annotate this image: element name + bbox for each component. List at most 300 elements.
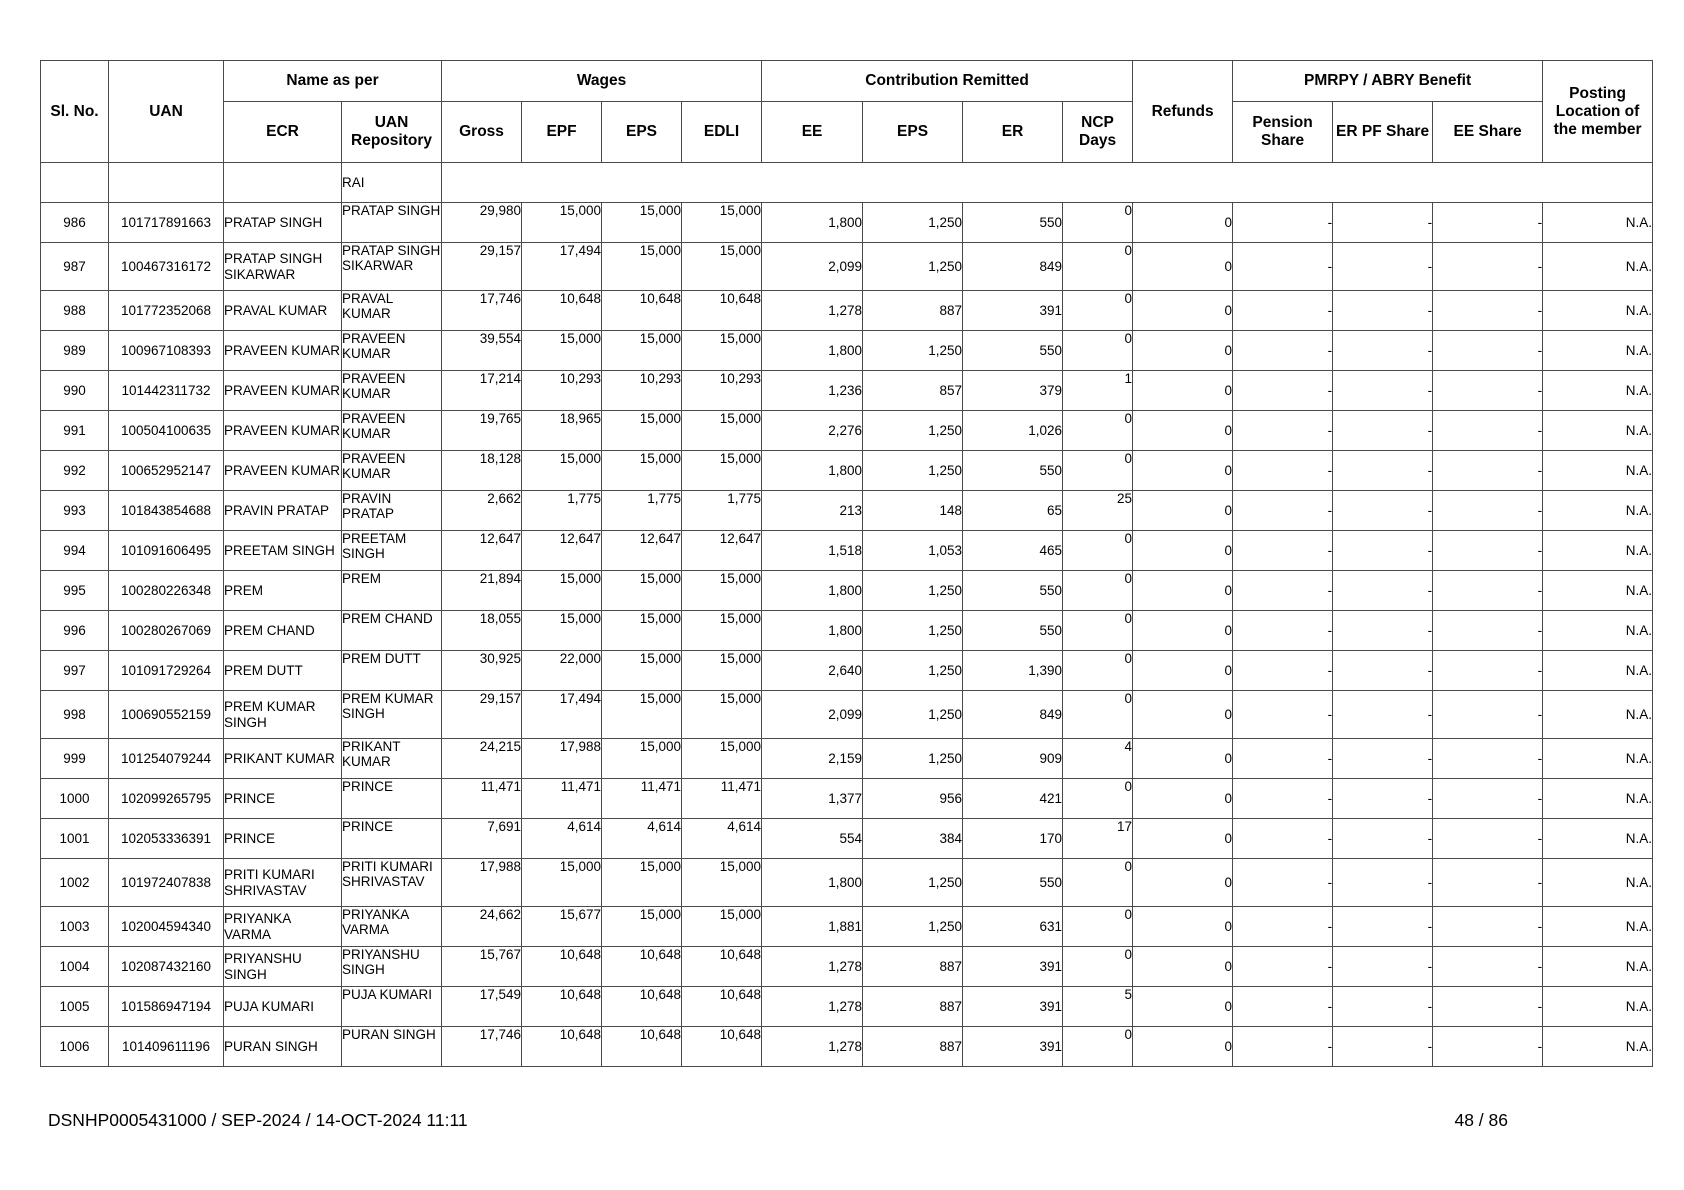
row-ee-contribution: 1,800	[762, 331, 863, 371]
row-ee-contribution: 1,278	[762, 1027, 863, 1067]
row-er-pf-share: -	[1333, 331, 1433, 371]
row-refunds: 0	[1133, 739, 1233, 779]
row-sl-no: 1000	[41, 779, 109, 819]
row-edli-wages: 4,614	[682, 819, 762, 859]
row-ee-share: -	[1433, 987, 1543, 1027]
row-er-pf-share: -	[1333, 491, 1433, 531]
row-gross-wages: 19,765	[442, 411, 522, 451]
row-er-pf-share: -	[1333, 947, 1433, 987]
row-er-pf-share: -	[1333, 291, 1433, 331]
row-name-uan-repository: PREETAM SINGH	[342, 531, 442, 571]
row-gross-wages: 30,925	[442, 651, 522, 691]
table-row	[41, 907, 1653, 947]
row-sl-no: 991	[41, 411, 109, 451]
row-refunds: 0	[1133, 291, 1233, 331]
row-ee-share: -	[1433, 819, 1543, 859]
row-name-ecr: PRAVIN PRATAP	[224, 491, 342, 531]
header-wages: Wages	[442, 61, 762, 102]
table-row	[41, 203, 1653, 243]
row-pension-share: -	[1233, 691, 1333, 739]
row-eps-wages: 10,648	[602, 1027, 682, 1067]
row-eps-contribution: 1,250	[863, 691, 963, 739]
row-name-ecr: PRATAP SINGH	[224, 203, 342, 243]
row-eps-contribution: 887	[863, 947, 963, 987]
row-name-uan-repository: PRIKANT KUMAR	[342, 739, 442, 779]
table-row	[41, 291, 1653, 331]
row-ee-contribution: 554	[762, 819, 863, 859]
row-pension-share: -	[1233, 491, 1333, 531]
row-posting-location: N.A.	[1543, 651, 1653, 691]
table-row	[41, 243, 1653, 291]
row-pension-share: -	[1233, 291, 1333, 331]
row-name-ecr: PREM DUTT	[224, 651, 342, 691]
row-epf-wages: 15,677	[522, 907, 602, 947]
row-ee-share: -	[1433, 651, 1543, 691]
row-eps-wages: 15,000	[602, 451, 682, 491]
row-refunds: 0	[1133, 371, 1233, 411]
row-refunds: 0	[1133, 451, 1233, 491]
table-header	[41, 61, 1653, 163]
row-er-contribution: 379	[963, 371, 1063, 411]
header-refunds: Refunds	[1133, 61, 1233, 163]
row-ee-share: -	[1433, 779, 1543, 819]
row-posting-location: N.A.	[1543, 331, 1653, 371]
row-sl-no: 992	[41, 451, 109, 491]
row-name-uan-repository: PRAVEEN KUMAR	[342, 451, 442, 491]
row-er-pf-share: -	[1333, 779, 1433, 819]
row-eps-wages: 15,000	[602, 203, 682, 243]
row-eps-contribution: 1,250	[863, 651, 963, 691]
row-name-ecr: PRAVEEN KUMAR	[224, 331, 342, 371]
table-row	[41, 739, 1653, 779]
row-ncp-days: 0	[1063, 1027, 1133, 1067]
header-ecr: ECR	[224, 102, 342, 163]
row-posting-location: N.A.	[1543, 987, 1653, 1027]
row-name-uan-repository: PRIYANKA VARMA	[342, 907, 442, 947]
row-eps-wages: 10,648	[602, 947, 682, 987]
row-epf-wages: 10,648	[522, 987, 602, 1027]
row-ee-contribution: 2,640	[762, 651, 863, 691]
row-uan: 102087432160	[109, 947, 224, 987]
row-eps-wages: 15,000	[602, 243, 682, 291]
row-er-contribution: 391	[963, 1027, 1063, 1067]
row-ncp-days: 0	[1063, 907, 1133, 947]
row-er-pf-share: -	[1333, 411, 1433, 451]
row-edli-wages: 11,471	[682, 779, 762, 819]
row-name-uan-repository: PREM DUTT	[342, 651, 442, 691]
row-ee-contribution: 213	[762, 491, 863, 531]
row-uan: 101091606495	[109, 531, 224, 571]
row-ee-contribution: 1,518	[762, 531, 863, 571]
header-contribution-remitted: Contribution Remitted	[762, 61, 1133, 102]
row-name-ecr: PRIKANT KUMAR	[224, 739, 342, 779]
row-ncp-days: 0	[1063, 331, 1133, 371]
row-sl-no: 990	[41, 371, 109, 411]
row-uan: 101091729264	[109, 651, 224, 691]
row-refunds: 0	[1133, 651, 1233, 691]
row-ee-share: -	[1433, 203, 1543, 243]
row-sl-no: 1003	[41, 907, 109, 947]
table-row	[41, 819, 1653, 859]
header-uan-repository: UAN Repository	[342, 102, 442, 163]
row-ncp-days: 0	[1063, 243, 1133, 291]
row-eps-contribution: 887	[863, 1027, 963, 1067]
row-posting-location: N.A.	[1543, 531, 1653, 571]
row-er-pf-share: -	[1333, 531, 1433, 571]
row-sl-no: 988	[41, 291, 109, 331]
continuation-row	[41, 163, 1653, 203]
row-er-contribution: 550	[963, 203, 1063, 243]
row-eps-wages: 15,000	[602, 571, 682, 611]
row-uan: 101972407838	[109, 859, 224, 907]
row-refunds: 0	[1133, 691, 1233, 739]
row-ncp-days: 0	[1063, 291, 1133, 331]
row-posting-location: N.A.	[1543, 691, 1653, 739]
row-name-uan-repository: PREM CHAND	[342, 611, 442, 651]
row-er-contribution: 170	[963, 819, 1063, 859]
row-eps-wages: 4,614	[602, 819, 682, 859]
row-edli-wages: 10,648	[682, 987, 762, 1027]
row-name-ecr: PRATAP SINGH SIKARWAR	[224, 243, 342, 291]
row-pension-share: -	[1233, 203, 1333, 243]
row-edli-wages: 1,775	[682, 491, 762, 531]
row-er-pf-share: -	[1333, 907, 1433, 947]
row-epf-wages: 12,647	[522, 531, 602, 571]
empty-cell	[224, 163, 342, 203]
row-refunds: 0	[1133, 819, 1233, 859]
row-edli-wages: 10,648	[682, 1027, 762, 1067]
header-ee: EE	[762, 102, 863, 163]
row-name-ecr: PREETAM SINGH	[224, 531, 342, 571]
footer-document-reference: DSNHP0005431000 / SEP-2024 / 14-OCT-2024 11:11	[48, 1110, 468, 1130]
row-sl-no: 995	[41, 571, 109, 611]
row-edli-wages: 10,648	[682, 947, 762, 987]
row-epf-wages: 15,000	[522, 331, 602, 371]
row-name-uan-repository: PRATAP SINGH SIKARWAR	[342, 243, 442, 291]
row-er-contribution: 849	[963, 243, 1063, 291]
row-ncp-days: 17	[1063, 819, 1133, 859]
header-eps: EPS	[602, 102, 682, 163]
row-ee-share: -	[1433, 331, 1543, 371]
row-gross-wages: 29,980	[442, 203, 522, 243]
row-gross-wages: 17,549	[442, 987, 522, 1027]
row-epf-wages: 10,648	[522, 1027, 602, 1067]
row-pension-share: -	[1233, 331, 1333, 371]
row-name-uan-repository: PURAN SINGH	[342, 1027, 442, 1067]
row-eps-contribution: 384	[863, 819, 963, 859]
row-posting-location: N.A.	[1543, 779, 1653, 819]
row-edli-wages: 12,647	[682, 531, 762, 571]
header-er: ER	[963, 102, 1063, 163]
row-pension-share: -	[1233, 907, 1333, 947]
row-uan: 100504100635	[109, 411, 224, 451]
row-uan: 100967108393	[109, 331, 224, 371]
row-sl-no: 999	[41, 739, 109, 779]
row-ncp-days: 0	[1063, 691, 1133, 739]
row-ee-share: -	[1433, 531, 1543, 571]
row-er-pf-share: -	[1333, 651, 1433, 691]
row-epf-wages: 15,000	[522, 203, 602, 243]
row-posting-location: N.A.	[1543, 491, 1653, 531]
row-eps-contribution: 887	[863, 987, 963, 1027]
row-er-contribution: 391	[963, 987, 1063, 1027]
row-refunds: 0	[1133, 779, 1233, 819]
row-uan: 101409611196	[109, 1027, 224, 1067]
row-gross-wages: 17,746	[442, 291, 522, 331]
row-refunds: 0	[1133, 571, 1233, 611]
row-sl-no: 998	[41, 691, 109, 739]
table-row	[41, 491, 1653, 531]
row-sl-no: 987	[41, 243, 109, 291]
row-eps-wages: 12,647	[602, 531, 682, 571]
row-pension-share: -	[1233, 651, 1333, 691]
row-gross-wages: 39,554	[442, 331, 522, 371]
row-er-contribution: 391	[963, 291, 1063, 331]
row-uan: 102099265795	[109, 779, 224, 819]
row-refunds: 0	[1133, 411, 1233, 451]
row-ee-share: -	[1433, 947, 1543, 987]
row-refunds: 0	[1133, 611, 1233, 651]
row-eps-contribution: 1,250	[863, 411, 963, 451]
row-sl-no: 986	[41, 203, 109, 243]
row-epf-wages: 10,293	[522, 371, 602, 411]
row-eps-contribution: 1,250	[863, 571, 963, 611]
header-eps-contribution: EPS	[863, 102, 963, 163]
row-pension-share: -	[1233, 451, 1333, 491]
row-ee-share: -	[1433, 571, 1543, 611]
row-epf-wages: 15,000	[522, 611, 602, 651]
row-edli-wages: 15,000	[682, 739, 762, 779]
table-body	[41, 163, 1653, 1067]
row-refunds: 0	[1133, 243, 1233, 291]
row-name-uan-repository: PUJA KUMARI	[342, 987, 442, 1027]
row-ee-contribution: 1,800	[762, 859, 863, 907]
row-sl-no: 1004	[41, 947, 109, 987]
row-er-contribution: 909	[963, 739, 1063, 779]
continuation-uan-repository: RAI	[342, 163, 442, 203]
table-row	[41, 987, 1653, 1027]
row-name-ecr: PRIYANSHU SINGH	[224, 947, 342, 987]
row-name-uan-repository: PRAVEEN KUMAR	[342, 331, 442, 371]
row-pension-share: -	[1233, 947, 1333, 987]
header-pmrpy-abry: PMRPY / ABRY Benefit	[1233, 61, 1543, 102]
row-sl-no: 993	[41, 491, 109, 531]
row-er-contribution: 550	[963, 611, 1063, 651]
table-row	[41, 1027, 1653, 1067]
row-pension-share: -	[1233, 611, 1333, 651]
empty-cell	[442, 163, 1653, 203]
row-sl-no: 996	[41, 611, 109, 651]
row-er-contribution: 1,026	[963, 411, 1063, 451]
row-eps-contribution: 1,250	[863, 243, 963, 291]
header-edli: EDLI	[682, 102, 762, 163]
row-edli-wages: 10,648	[682, 291, 762, 331]
table-row	[41, 411, 1653, 451]
row-name-uan-repository: PRINCE	[342, 819, 442, 859]
row-pension-share: -	[1233, 779, 1333, 819]
row-ee-contribution: 1,800	[762, 611, 863, 651]
row-pension-share: -	[1233, 243, 1333, 291]
row-name-ecr: PREM KUMAR SINGH	[224, 691, 342, 739]
row-uan: 102004594340	[109, 907, 224, 947]
row-name-uan-repository: PRAVEEN KUMAR	[342, 411, 442, 451]
row-edli-wages: 10,293	[682, 371, 762, 411]
row-pension-share: -	[1233, 739, 1333, 779]
row-ee-contribution: 2,159	[762, 739, 863, 779]
row-er-contribution: 849	[963, 691, 1063, 739]
row-ncp-days: 0	[1063, 411, 1133, 451]
header-pension-share: Pension Share	[1233, 102, 1333, 163]
row-ncp-days: 25	[1063, 491, 1133, 531]
row-ncp-days: 0	[1063, 203, 1133, 243]
row-epf-wages: 10,648	[522, 947, 602, 987]
row-ncp-days: 5	[1063, 987, 1133, 1027]
row-eps-wages: 15,000	[602, 859, 682, 907]
row-posting-location: N.A.	[1543, 859, 1653, 907]
row-posting-location: N.A.	[1543, 947, 1653, 987]
row-eps-wages: 15,000	[602, 331, 682, 371]
row-er-contribution: 421	[963, 779, 1063, 819]
row-name-ecr: PURAN SINGH	[224, 1027, 342, 1067]
row-edli-wages: 15,000	[682, 243, 762, 291]
table-row	[41, 371, 1653, 411]
row-name-uan-repository: PREM	[342, 571, 442, 611]
row-er-pf-share: -	[1333, 203, 1433, 243]
row-eps-contribution: 148	[863, 491, 963, 531]
row-name-uan-repository: PRATAP SINGH	[342, 203, 442, 243]
row-edli-wages: 15,000	[682, 411, 762, 451]
row-edli-wages: 15,000	[682, 691, 762, 739]
row-ee-share: -	[1433, 859, 1543, 907]
row-eps-contribution: 1,250	[863, 611, 963, 651]
row-epf-wages: 22,000	[522, 651, 602, 691]
row-eps-wages: 10,648	[602, 987, 682, 1027]
row-epf-wages: 15,000	[522, 451, 602, 491]
header-ee-share: EE Share	[1433, 102, 1543, 163]
row-eps-wages: 15,000	[602, 691, 682, 739]
table-row	[41, 571, 1653, 611]
row-posting-location: N.A.	[1543, 203, 1653, 243]
row-ee-contribution: 1,881	[762, 907, 863, 947]
row-uan: 101586947194	[109, 987, 224, 1027]
row-name-uan-repository: PRAVAL KUMAR	[342, 291, 442, 331]
row-epf-wages: 15,000	[522, 571, 602, 611]
row-pension-share: -	[1233, 987, 1333, 1027]
row-ee-contribution: 1,800	[762, 451, 863, 491]
row-eps-contribution: 1,250	[863, 451, 963, 491]
row-er-contribution: 550	[963, 859, 1063, 907]
row-uan: 101843854688	[109, 491, 224, 531]
row-refunds: 0	[1133, 1027, 1233, 1067]
header-posting-location: Posting Location of the member	[1543, 61, 1653, 163]
row-er-pf-share: -	[1333, 451, 1433, 491]
row-uan: 101442311732	[109, 371, 224, 411]
row-ee-share: -	[1433, 491, 1543, 531]
row-name-ecr: PRAVAL KUMAR	[224, 291, 342, 331]
row-name-ecr: PRAVEEN KUMAR	[224, 371, 342, 411]
row-ncp-days: 0	[1063, 947, 1133, 987]
row-epf-wages: 1,775	[522, 491, 602, 531]
row-gross-wages: 15,767	[442, 947, 522, 987]
row-uan: 100690552159	[109, 691, 224, 739]
row-refunds: 0	[1133, 907, 1233, 947]
row-ee-share: -	[1433, 691, 1543, 739]
row-name-ecr: PRAVEEN KUMAR	[224, 411, 342, 451]
row-ee-contribution: 1,800	[762, 203, 863, 243]
row-ncp-days: 0	[1063, 531, 1133, 571]
header-uan: UAN	[109, 61, 224, 163]
row-edli-wages: 15,000	[682, 907, 762, 947]
row-er-contribution: 465	[963, 531, 1063, 571]
row-epf-wages: 17,494	[522, 691, 602, 739]
row-edli-wages: 15,000	[682, 859, 762, 907]
table-row	[41, 691, 1653, 739]
row-er-pf-share: -	[1333, 243, 1433, 291]
row-posting-location: N.A.	[1543, 819, 1653, 859]
table-row	[41, 779, 1653, 819]
header-er-pf-share: ER PF Share	[1333, 102, 1433, 163]
row-refunds: 0	[1133, 531, 1233, 571]
row-ee-share: -	[1433, 243, 1543, 291]
row-pension-share: -	[1233, 531, 1333, 571]
row-gross-wages: 7,691	[442, 819, 522, 859]
row-ee-contribution: 1,236	[762, 371, 863, 411]
row-uan: 100652952147	[109, 451, 224, 491]
row-eps-wages: 10,648	[602, 291, 682, 331]
row-eps-wages: 11,471	[602, 779, 682, 819]
row-posting-location: N.A.	[1543, 291, 1653, 331]
row-sl-no: 989	[41, 331, 109, 371]
row-epf-wages: 11,471	[522, 779, 602, 819]
row-epf-wages: 17,494	[522, 243, 602, 291]
row-posting-location: N.A.	[1543, 571, 1653, 611]
row-refunds: 0	[1133, 203, 1233, 243]
row-uan: 100280267069	[109, 611, 224, 651]
row-gross-wages: 17,214	[442, 371, 522, 411]
row-er-pf-share: -	[1333, 859, 1433, 907]
row-eps-contribution: 1,053	[863, 531, 963, 571]
row-gross-wages: 24,662	[442, 907, 522, 947]
row-er-pf-share: -	[1333, 1027, 1433, 1067]
row-ncp-days: 0	[1063, 779, 1133, 819]
row-uan: 102053336391	[109, 819, 224, 859]
header-sl-no: Sl. No.	[41, 61, 109, 163]
row-eps-contribution: 956	[863, 779, 963, 819]
row-er-pf-share: -	[1333, 371, 1433, 411]
row-uan: 100467316172	[109, 243, 224, 291]
row-epf-wages: 15,000	[522, 859, 602, 907]
row-ee-share: -	[1433, 907, 1543, 947]
row-name-ecr: PRAVEEN KUMAR	[224, 451, 342, 491]
row-ee-share: -	[1433, 611, 1543, 651]
table-row	[41, 859, 1653, 907]
row-pension-share: -	[1233, 371, 1333, 411]
row-er-contribution: 550	[963, 331, 1063, 371]
row-ee-share: -	[1433, 1027, 1543, 1067]
row-name-uan-repository: PREM KUMAR SINGH	[342, 691, 442, 739]
row-sl-no: 1005	[41, 987, 109, 1027]
row-eps-contribution: 1,250	[863, 859, 963, 907]
row-name-uan-repository: PRAVEEN KUMAR	[342, 371, 442, 411]
row-eps-wages: 15,000	[602, 651, 682, 691]
row-eps-wages: 15,000	[602, 411, 682, 451]
row-epf-wages: 18,965	[522, 411, 602, 451]
row-er-contribution: 391	[963, 947, 1063, 987]
row-ee-contribution: 1,278	[762, 947, 863, 987]
row-epf-wages: 10,648	[522, 291, 602, 331]
row-ee-share: -	[1433, 291, 1543, 331]
row-edli-wages: 15,000	[682, 203, 762, 243]
